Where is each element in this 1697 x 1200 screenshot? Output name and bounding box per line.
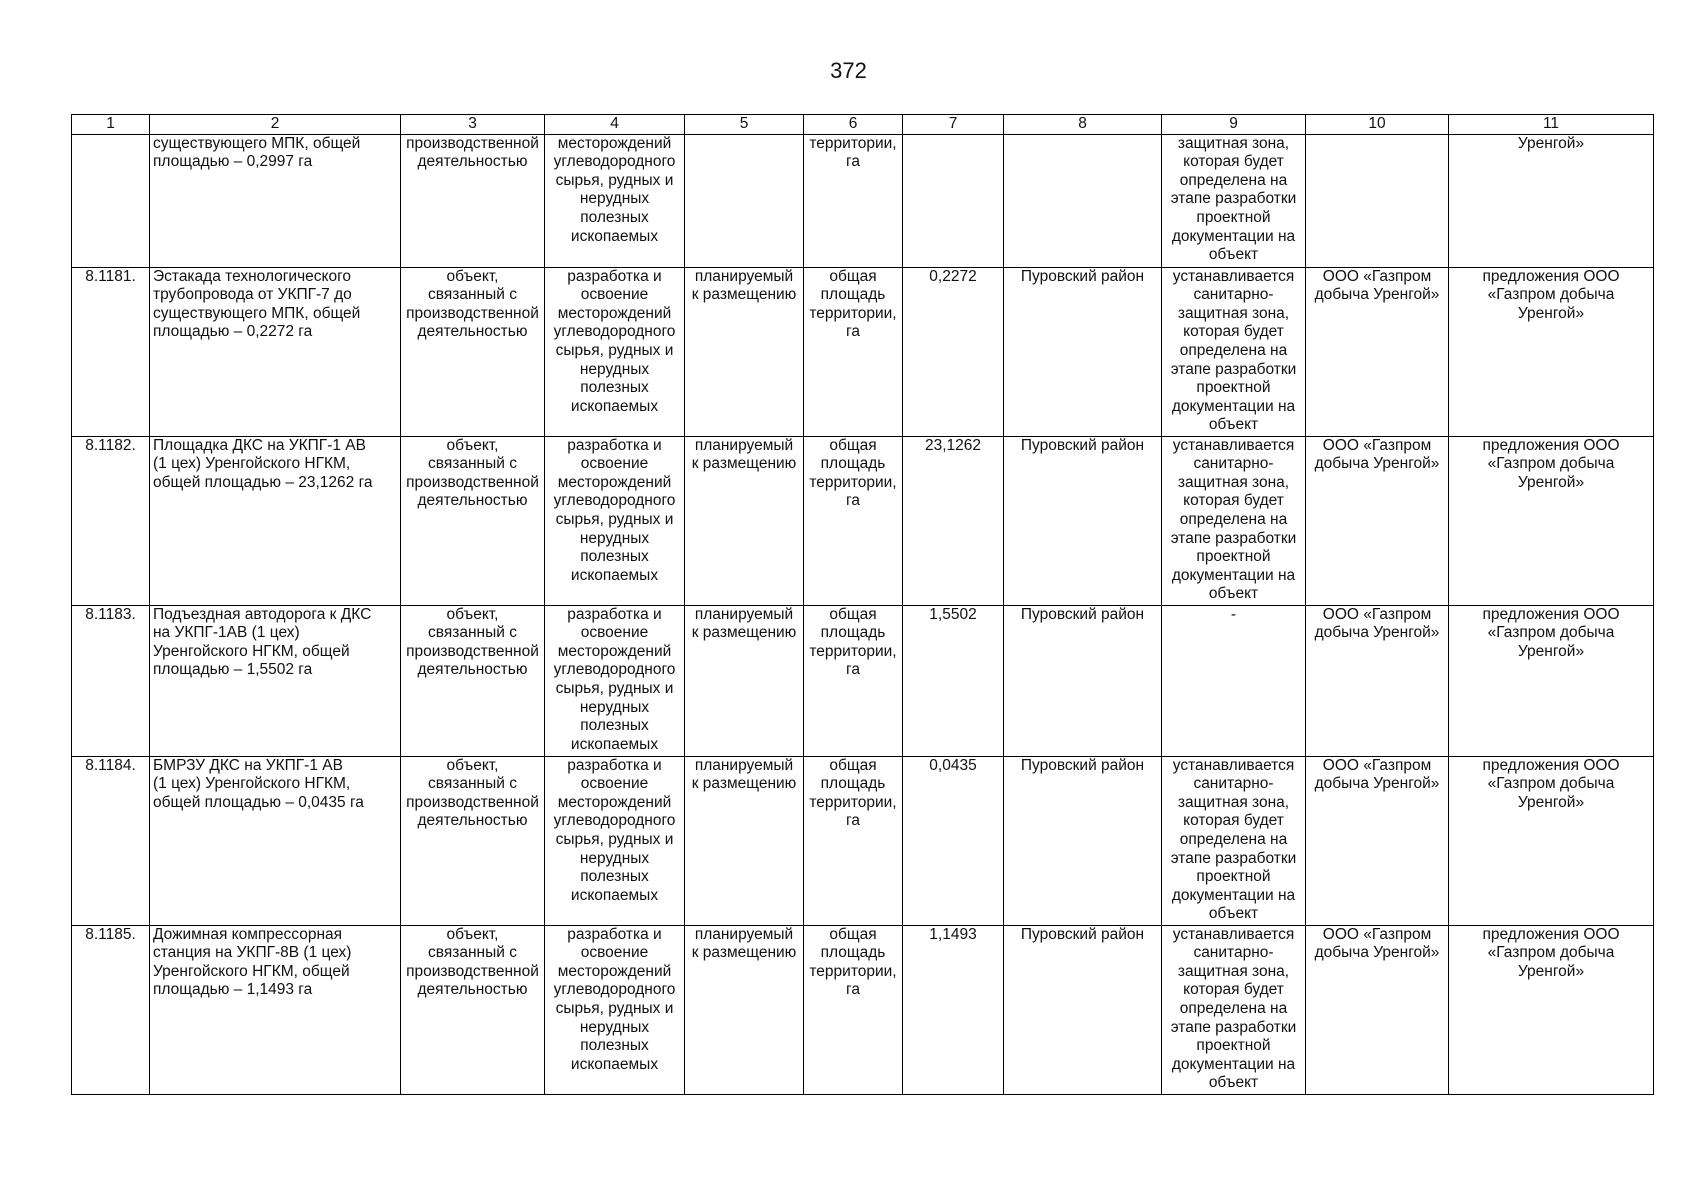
zone-info-cell [1162,925,1306,1094]
object-purpose-line: углеводородного [553,661,676,679]
object-type-line: деятельностью [417,492,528,510]
district-cell [1004,605,1162,756]
object-type-cell [401,267,545,436]
column-number: 11 [1449,115,1654,135]
column-number: 2 [150,115,401,135]
object-purpose-cell [545,267,685,436]
zone-info-line: этапе разработки [1170,360,1297,378]
object-name-line: трубопровода от УКПГ-7 до [153,286,352,304]
measure-name-line: территории, [809,962,897,980]
basis-line: «Газпром добыча [1487,775,1615,793]
measure-name-line: территории, [809,473,897,491]
object-status-line: к размещению [691,455,797,473]
object-name-line: на УКПГ-1АВ (1 цех) [153,624,300,642]
basis-line: предложения ООО [1482,925,1620,943]
page-number: 372 [830,58,867,83]
object-type-line: связанный с [428,286,517,304]
district-cell [1004,925,1162,1094]
zone-info-line: защитная зона, [1177,304,1290,322]
object-purpose-line: полезных [580,208,649,226]
zone-info-line: устанавливается [1172,756,1295,774]
object-name-line: (1 цех) Уренгойского НГКМ, [153,775,351,793]
basis-cell [1449,605,1654,756]
object-type-line: объект, [446,267,499,285]
zone-info-line: определена на [1179,171,1288,189]
object-type-line: производственной [406,134,539,152]
object-purpose-cell [545,756,685,925]
object-status-line: к размещению [691,624,797,642]
measure-name-line: общая [829,925,877,943]
district-cell [1004,756,1162,925]
object-purpose-line: сырья, рудных и [555,999,674,1017]
object-status-cell [685,925,804,1094]
zone-info-line: этапе разработки [1170,1018,1297,1036]
basis-line: «Газпром добыча [1487,624,1615,642]
zone-info-line: устанавливается [1172,925,1295,943]
measure-name-line: га [846,492,860,510]
object-purpose-line: полезных [580,868,649,886]
object-purpose-line: ископаемых [570,227,659,245]
object-purpose-line: ископаемых [570,735,659,753]
object-purpose-cell [545,925,685,1094]
zone-info-line: определена на [1179,999,1288,1017]
object-type-cell [401,134,545,267]
row-id-cell [72,925,150,1094]
object-name-line: площадью – 1,1493 га [153,981,313,999]
owner-line: ООО «Газпром [1322,605,1432,623]
zone-info-line: документации на [1171,397,1296,415]
row-id-cell [72,267,150,436]
measure-name-line: площадь [820,286,886,304]
object-type-line: связанный с [428,624,517,642]
zone-info-line: проектной [1196,868,1271,886]
zone-info-line: этапе разработки [1170,529,1297,547]
zone-info-cell [1162,605,1306,756]
object-purpose-line: полезных [580,379,649,397]
basis-cell [1449,436,1654,605]
zone-info-line: которая будет [1183,492,1284,510]
basis-line: Уренгой» [1517,793,1585,811]
object-type-line: производственной [406,304,539,322]
measure-value-cell [903,925,1004,1094]
object-purpose-line: месторождений [557,962,672,980]
zone-info-line: которая будет [1183,981,1284,999]
measure-value-cell [903,134,1004,267]
zone-info-line: объект [1208,1074,1259,1092]
object-type-cell [401,925,545,1094]
object-name-cell [150,925,401,1094]
object-purpose-cell [545,134,685,267]
zone-info-line: проектной [1196,379,1271,397]
object-purpose-line: сырья, рудных и [555,171,674,189]
zone-info-line: проектной [1196,1037,1271,1055]
row-id: 8.1183. [85,605,136,623]
object-status-line: к размещению [691,775,797,793]
measure-name-cell [804,605,903,756]
object-purpose-line: нерудных [579,698,650,716]
object-type-line: объект, [446,436,499,454]
object-purpose-line: ископаемых [570,886,659,904]
zone-info-line: санитарно- [1193,455,1274,473]
zone-info-line: санитарно- [1193,775,1274,793]
object-type-line: деятельностью [417,981,528,999]
object-type-cell [401,756,545,925]
object-purpose-line: месторождений [557,793,672,811]
zone-info-line: документации на [1171,566,1296,584]
object-status-line: планируемый [694,267,794,285]
object-purpose-cell [545,436,685,605]
row-id: 8.1185. [85,925,136,943]
zone-info-cell [1162,267,1306,436]
owner-cell [1306,134,1449,267]
zone-info-line: которая будет [1183,812,1284,830]
zone-info-line: устанавливается [1172,436,1295,454]
object-type-line: объект, [446,925,499,943]
object-name-line: площадью – 0,2272 га [153,323,313,341]
object-name-line: Уренгойского НГКМ, общей [153,642,350,660]
owner-line: ООО «Газпром [1322,756,1432,774]
measure-name-line: общая [829,605,877,623]
basis-cell [1449,134,1654,267]
measure-name-line: общая [829,267,877,285]
zone-info-line: определена на [1179,341,1288,359]
district: Пуровский район [1020,925,1145,943]
measure-name-cell [804,134,903,267]
object-purpose-line: месторождений [557,304,672,322]
object-type-line: объект, [446,605,499,623]
object-status-line: к размещению [691,286,797,304]
owner-line: добыча Уренгой» [1314,286,1440,304]
row-id-cell [72,756,150,925]
basis-line: предложения ООО [1482,756,1620,774]
basis-line: Уренгой» [1517,473,1585,491]
zone-info-line: определена на [1179,830,1288,848]
object-purpose-line: разработка и [567,756,662,774]
owner-line: ООО «Газпром [1322,436,1432,454]
owner-cell [1306,605,1449,756]
measure-value-cell [903,605,1004,756]
row-id-cell [72,436,150,605]
basis-line: Уренгой» [1517,642,1585,660]
object-type-line: деятельностью [417,661,528,679]
zone-info-line: объект [1208,416,1259,434]
zone-info-line: которая будет [1183,323,1284,341]
measure-value-cell [903,267,1004,436]
measure-name-cell [804,436,903,605]
measure-value: 0,0435 [929,756,977,774]
zone-info-line: устанавливается [1172,267,1295,285]
owner-line: добыча Уренгой» [1314,944,1440,962]
zone-info-line: защитная зона, [1177,793,1290,811]
object-status-line: к размещению [691,944,797,962]
table-row [72,267,1654,436]
measure-name-cell [804,925,903,1094]
object-name-line: Площадка ДКС на УКПГ-1 АВ [153,436,366,454]
object-purpose-line: нерудных [579,360,650,378]
object-purpose-cell [545,605,685,756]
district-cell [1004,436,1162,605]
object-purpose-line: разработка и [567,925,662,943]
object-status-cell [685,436,804,605]
zone-info-line: документации на [1171,886,1296,904]
object-type-line: производственной [406,473,539,491]
zone-info-line: - [1230,605,1237,623]
object-purpose-line: месторождений [557,642,672,660]
object-type-cell [401,436,545,605]
object-name-line: общей площадью – 0,0435 га [153,793,364,811]
zone-info-line: объект [1208,905,1259,923]
object-status-line: планируемый [694,925,794,943]
basis-cell [1449,756,1654,925]
district: Пуровский район [1020,605,1145,623]
zone-info-line: объект [1208,246,1259,264]
object-purpose-line: нерудных [579,849,650,867]
zone-info-cell [1162,436,1306,605]
object-status-cell [685,134,804,267]
object-name-line: Эстакада технологического [153,267,352,285]
object-purpose-line: освоение [580,286,649,304]
object-purpose-line: сырья, рудных и [555,510,674,528]
object-purpose-line: углеводородного [553,153,676,171]
owner-line: добыча Уренгой» [1314,455,1440,473]
owner-line: ООО «Газпром [1322,267,1432,285]
zone-info-line: санитарно- [1193,944,1274,962]
object-status-cell [685,267,804,436]
object-type-line: деятельностью [417,812,528,830]
object-name-cell [150,134,401,267]
object-name-line: общей площадью – 23,1262 га [153,473,373,491]
measure-value: 0,2272 [929,267,977,285]
object-name-line: БМРЗУ ДКС на УКПГ-1 АВ [153,756,343,774]
row-id: 8.1182. [85,436,136,454]
object-name-cell [150,756,401,925]
object-status-cell [685,756,804,925]
object-status-line: планируемый [694,436,794,454]
object-type-line: производственной [406,962,539,980]
object-name-line: существующего МПК, общей [153,304,361,322]
object-name-line: площадью – 1,5502 га [153,661,313,679]
column-number: 4 [545,115,685,135]
zone-info-line: проектной [1196,548,1271,566]
column-number: 5 [685,115,804,135]
table-row [72,756,1654,925]
measure-name-line: га [846,323,860,341]
basis-line: «Газпром добыча [1487,286,1615,304]
zone-info-line: защитная зона, [1177,473,1290,491]
object-name-line: (1 цех) Уренгойского НГКМ, [153,455,351,473]
district: Пуровский район [1020,436,1145,454]
basis-cell [1449,925,1654,1094]
table-row [72,605,1654,756]
zone-info-cell [1162,134,1306,267]
object-type-cell [401,605,545,756]
object-purpose-line: ископаемых [570,1055,659,1073]
measure-name-line: общая [829,436,877,454]
object-purpose-line: разработка и [567,605,662,623]
zone-info-line: этапе разработки [1170,849,1297,867]
basis-line: предложения ООО [1482,267,1620,285]
zone-info-line: документации на [1171,227,1296,245]
measure-name-line: площадь [820,944,886,962]
column-number: 3 [401,115,545,135]
object-purpose-line: углеводородного [553,981,676,999]
object-name-cell [150,267,401,436]
measure-name-line: общая [829,756,877,774]
column-number: 10 [1306,115,1449,135]
object-name-line: площадью – 0,2997 га [153,153,313,171]
object-purpose-line: сырья, рудных и [555,679,674,697]
row-id: 8.1181. [85,267,136,285]
row-id: 8.1184. [85,756,136,774]
objects-table [71,114,1654,1095]
basis-cell [1449,267,1654,436]
basis-line: Уренгой» [1517,962,1585,980]
object-name-cell [150,605,401,756]
zone-info-line: этапе разработки [1170,190,1297,208]
object-purpose-line: освоение [580,775,649,793]
object-type-line: производственной [406,793,539,811]
district: Пуровский район [1020,756,1145,774]
column-number: 8 [1004,115,1162,135]
object-type-line: деятельностью [417,323,528,341]
column-number: 6 [804,115,903,135]
table-row [72,134,1654,267]
zone-info-line: проектной [1196,208,1271,226]
measure-value: 1,5502 [929,605,977,623]
measure-name-cell [804,267,903,436]
measure-value: 1,1493 [929,925,977,943]
owner-cell [1306,267,1449,436]
column-number: 9 [1162,115,1306,135]
object-purpose-line: нерудных [579,529,650,547]
owner-cell [1306,436,1449,605]
object-purpose-line: ископаемых [570,566,659,584]
measure-name-line: площадь [820,775,886,793]
measure-name-cell [804,756,903,925]
object-purpose-line: сырья, рудных и [555,341,674,359]
basis-line: «Газпром добыча [1487,944,1615,962]
object-type-line: связанный с [428,944,517,962]
zone-info-line: документации на [1171,1055,1296,1073]
row-id-cell [72,134,150,267]
measure-name-line: площадь [820,455,886,473]
measure-value-cell [903,756,1004,925]
measure-name-line: га [846,812,860,830]
basis-line: «Газпром добыча [1487,455,1615,473]
object-type-line: производственной [406,642,539,660]
measure-value: 23,1262 [924,436,982,454]
object-purpose-line: углеводородного [553,812,676,830]
object-purpose-line: разработка и [567,267,662,285]
zone-info-line: определена на [1179,510,1288,528]
object-status-line: планируемый [694,605,794,623]
object-name-line: существующего МПК, общей [153,134,361,152]
object-name-line: станция на УКПГ-8В (1 цех) [153,944,352,962]
object-purpose-line: нерудных [579,190,650,208]
column-number: 7 [903,115,1004,135]
row-id-cell [72,605,150,756]
district: Пуровский район [1020,267,1145,285]
basis-line: предложения ООО [1482,436,1620,454]
basis-line: Уренгой» [1517,304,1585,322]
owner-cell [1306,925,1449,1094]
object-name-line: Уренгойского НГКМ, общей [153,962,350,980]
object-purpose-line: освоение [580,455,649,473]
object-purpose-line: освоение [580,624,649,642]
owner-line: ООО «Газпром [1322,925,1432,943]
object-name-line: Дожимная компрессорная [153,925,343,943]
basis-line: предложения ООО [1482,605,1620,623]
district-cell [1004,134,1162,267]
measure-name-line: га [846,153,860,171]
measure-name-line: территории, [809,134,897,152]
owner-cell [1306,756,1449,925]
zone-info-cell [1162,756,1306,925]
object-status-line: планируемый [694,756,794,774]
zone-info-line: которая будет [1183,153,1284,171]
basis-line: Уренгой» [1517,134,1585,152]
object-purpose-line: полезных [580,548,649,566]
table-row [72,436,1654,605]
zone-info-line: защитная зона, [1177,134,1290,152]
measure-name-line: территории, [809,793,897,811]
measure-name-line: га [846,661,860,679]
object-status-cell [685,605,804,756]
object-type-line: деятельностью [417,153,528,171]
owner-line: добыча Уренгой» [1314,775,1440,793]
object-type-line: объект, [446,756,499,774]
object-purpose-line: углеводородного [553,492,676,510]
measure-name-line: территории, [809,642,897,660]
object-purpose-line: месторождений [557,473,672,491]
zone-info-line: объект [1208,585,1259,603]
object-purpose-line: полезных [580,717,649,735]
zone-info-line: защитная зона, [1177,962,1290,980]
object-purpose-line: полезных [580,1037,649,1055]
object-purpose-line: ископаемых [570,397,659,415]
object-name-line: Подъездная автодорога к ДКС [153,605,372,623]
table-row [72,925,1654,1094]
district-cell [1004,267,1162,436]
measure-name-line: га [846,981,860,999]
column-number-row [72,115,1654,135]
owner-line: добыча Уренгой» [1314,624,1440,642]
object-purpose-line: месторождений [557,134,672,152]
object-type-line: связанный с [428,775,517,793]
object-type-line: связанный с [428,455,517,473]
object-name-cell [150,436,401,605]
object-purpose-line: разработка и [567,436,662,454]
object-purpose-line: углеводородного [553,323,676,341]
object-purpose-line: освоение [580,944,649,962]
object-purpose-line: сырья, рудных и [555,830,674,848]
column-number: 1 [72,115,150,135]
measure-value-cell [903,436,1004,605]
object-purpose-line: нерудных [579,1018,650,1036]
zone-info-line: санитарно- [1193,286,1274,304]
measure-name-line: территории, [809,304,897,322]
measure-name-line: площадь [820,624,886,642]
